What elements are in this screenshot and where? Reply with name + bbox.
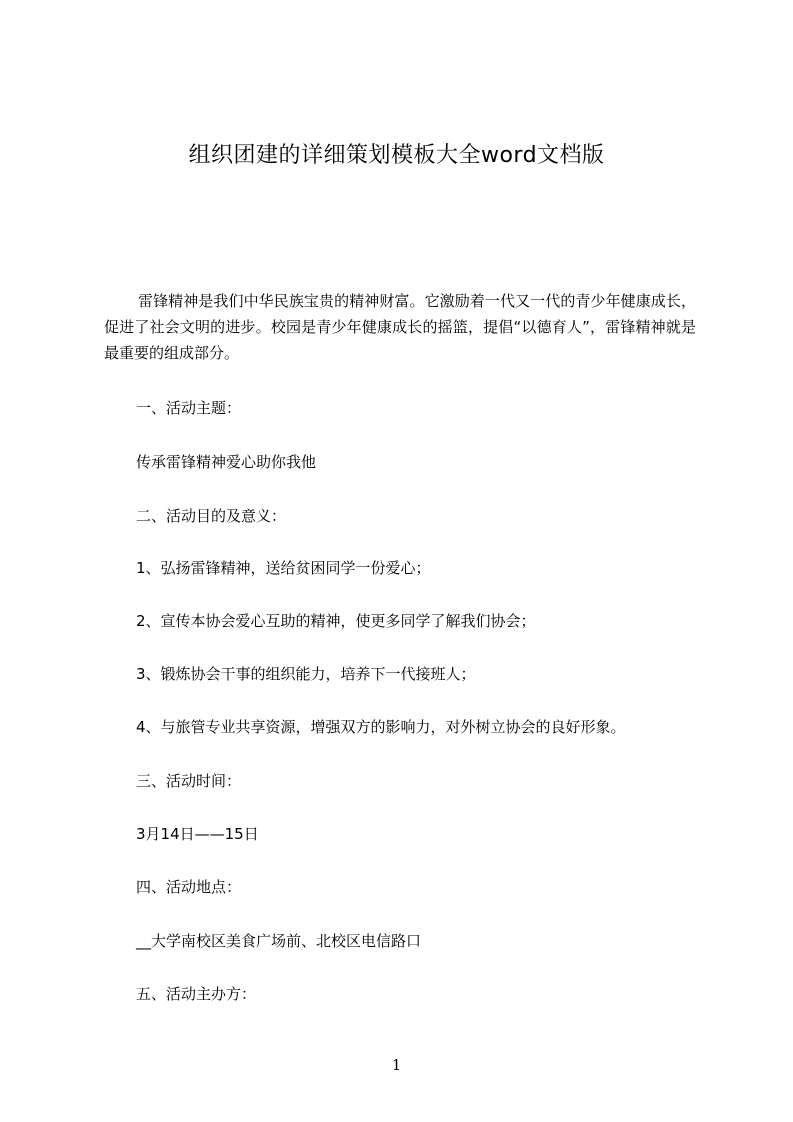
purpose-item-1: 1、弘扬雷锋精神，送给贫困同学一份爱心； [136, 559, 431, 577]
purpose-item-3: 3、锻炼协会干事的组织能力，培养下一代接班人； [136, 665, 476, 683]
document-title: 组织团建的详细策划模板大全word文档版 [188, 143, 605, 168]
section-heading-time: 三、活动时间： [136, 772, 242, 790]
purpose-item-4: 4、与旅管专业共享资源，增强双方的影响力，对外树立协会的良好形象。 [136, 718, 626, 736]
intro-paragraph: 雷锋精神是我们中华民族宝贵的精神财富。它激励着一代又一代的青少年健康成长，促进了社会文明的进步。校园是青少年健康成长的摇篮，提倡“以德育人”，雷锋精神就是最重要的组成部分。 [104, 292, 696, 362]
location-text: __大学南校区美食广场前、北校区电信路口 [136, 932, 422, 950]
section-heading-purpose: 二、活动目的及意义： [136, 507, 287, 525]
theme-text: 传承雷锋精神爱心助你我他 [136, 453, 317, 471]
time-text: 3月14日——15日 [136, 825, 259, 843]
purpose-item-2: 2、宣传本协会爱心互助的精神，使更多同学了解我们协会； [136, 612, 536, 630]
section-heading-theme: 一、活动主题： [136, 399, 242, 417]
section-heading-organizer: 五、活动主办方： [136, 985, 257, 1003]
page-number: 1 [391, 1056, 402, 1074]
section-heading-location: 四、活动地点： [136, 878, 242, 896]
